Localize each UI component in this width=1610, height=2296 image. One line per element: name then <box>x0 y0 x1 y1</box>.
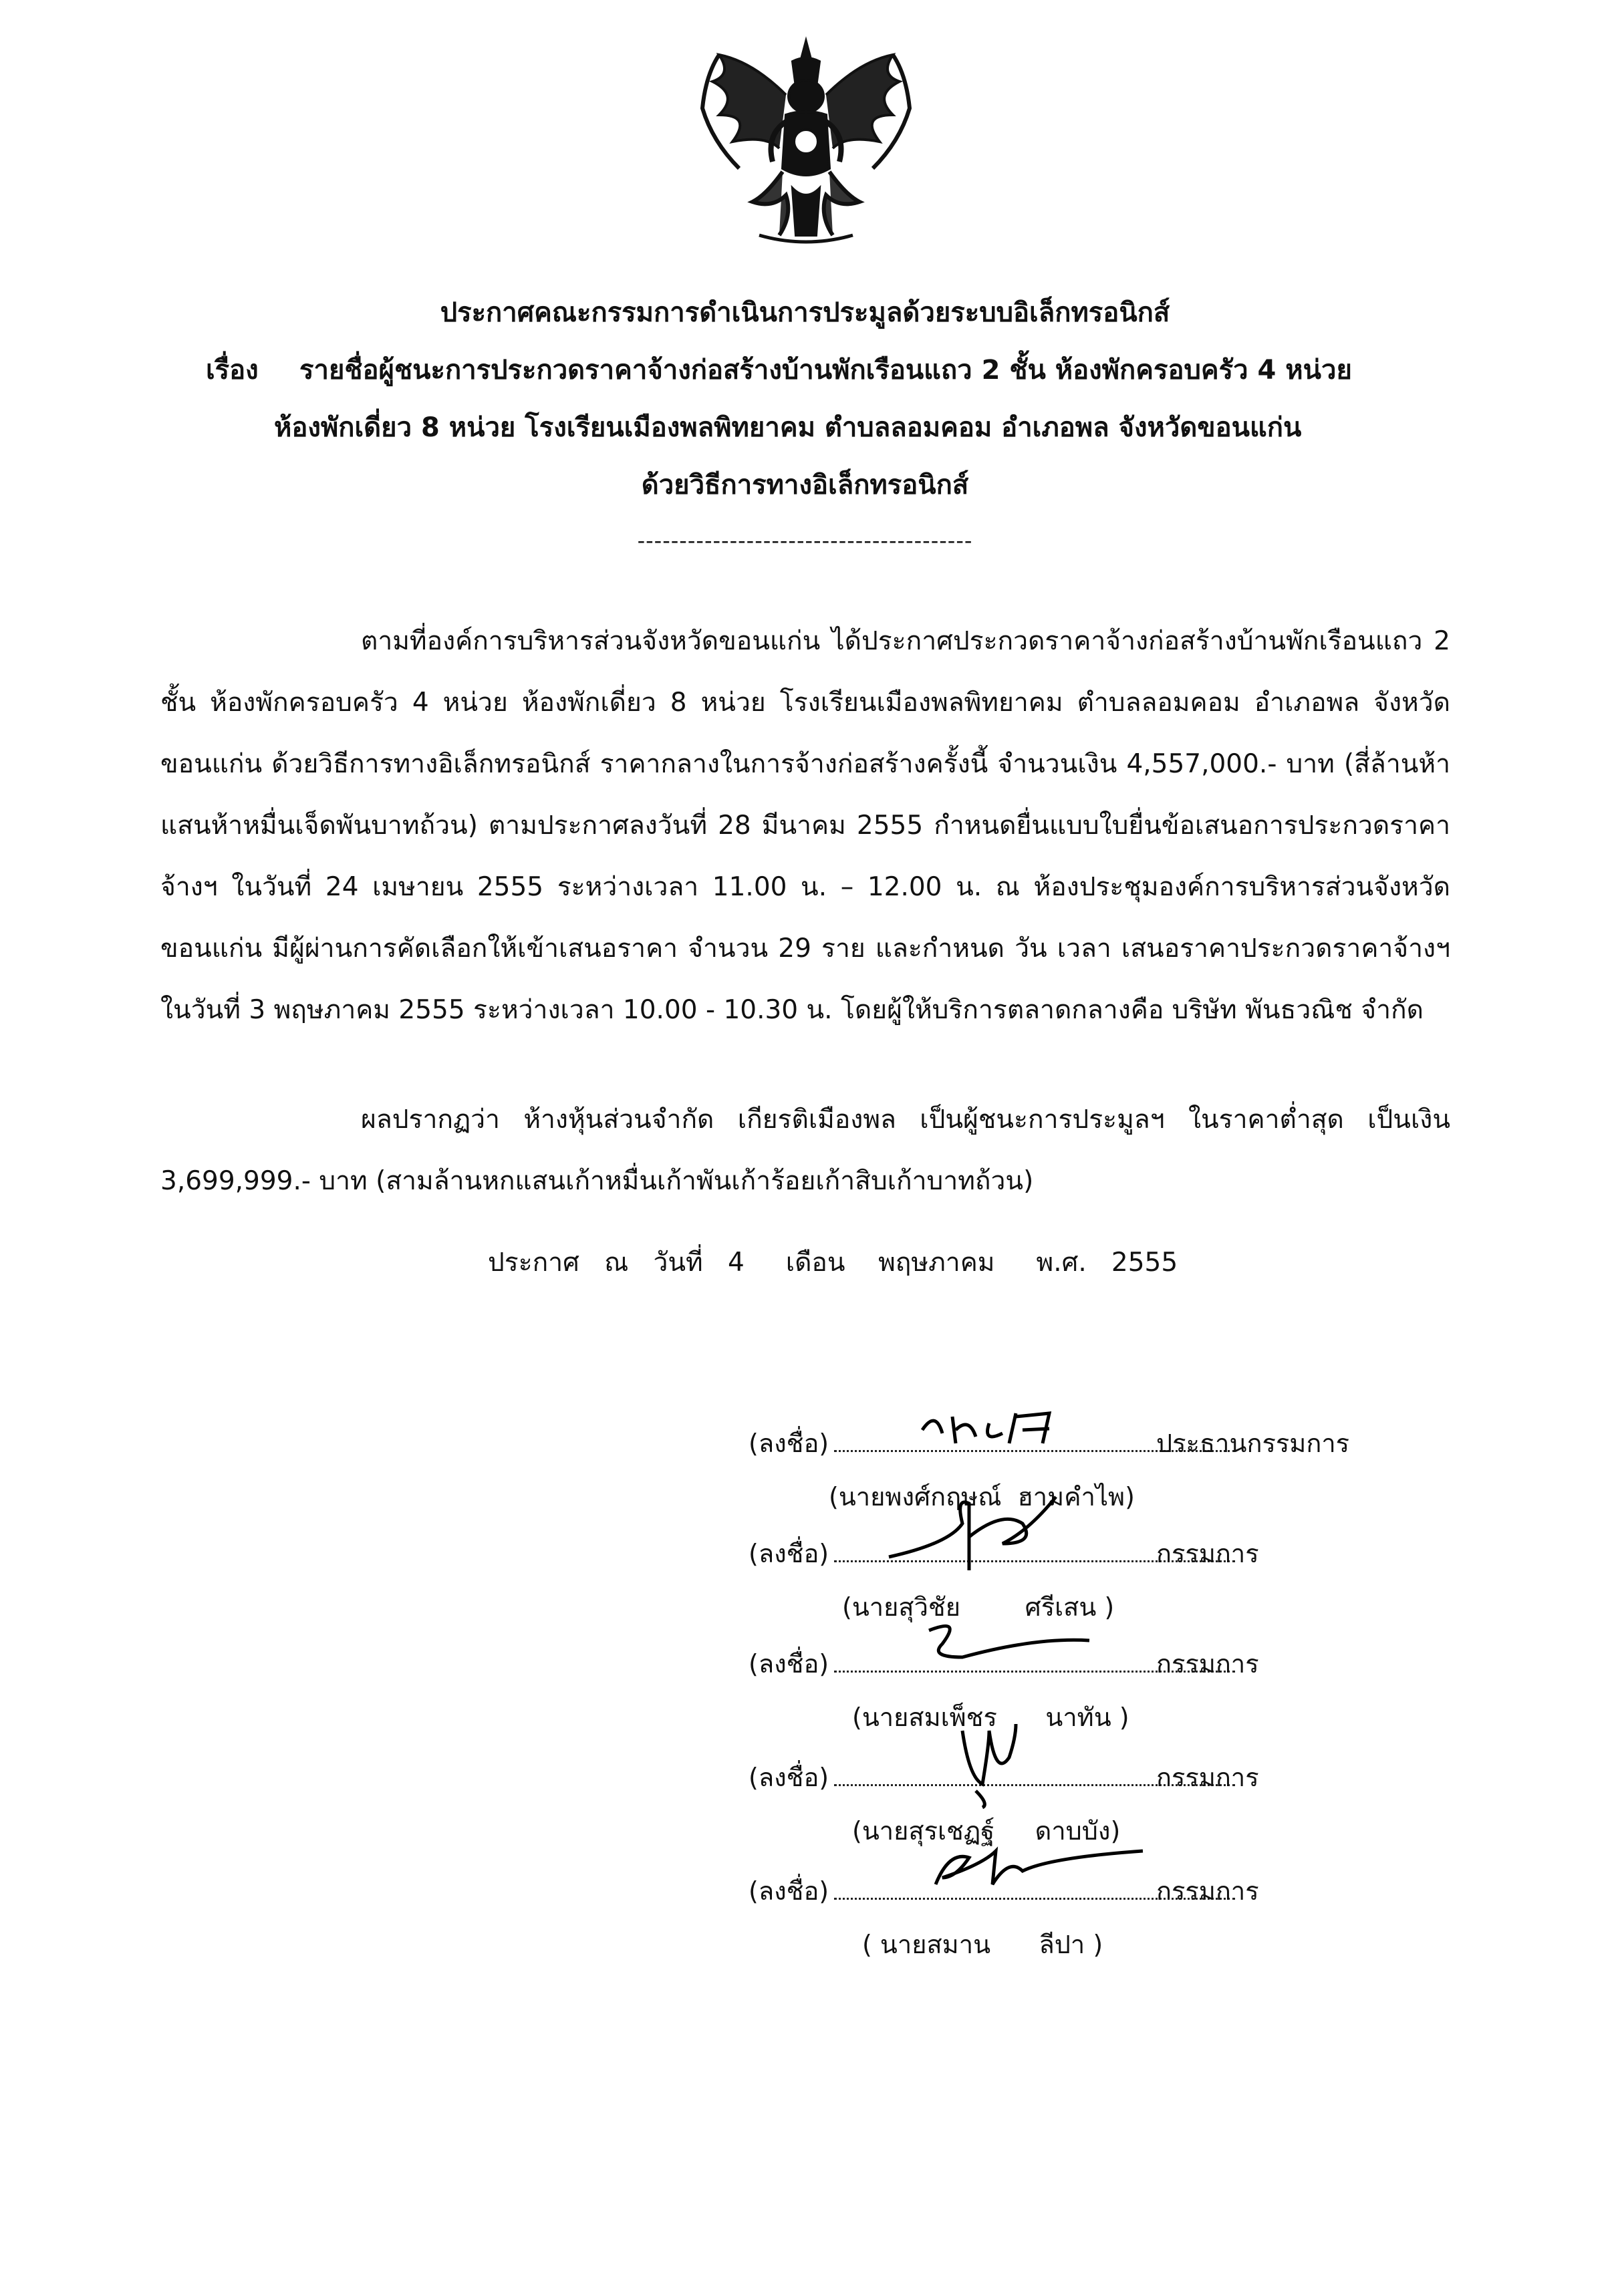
signature-prefix: (ลงชื่อ) <box>749 1876 829 1906</box>
header-divider: ---------------------------------------- <box>637 528 973 553</box>
handwritten-signature-2 <box>869 1483 1069 1590</box>
body-paragraph-1: ตามที่องค์การบริหารส่วนจังหวัดขอนแก่น ได้ประกาศประกวดราคาจ้างก่อสร้างบ้านพักเรือนแถว 2 ชั้น ห้องพักครอบครัว 4 หน่วย ห้องพักเดี่ยว 8 หน่วย โรงเรียนเมืองพลพิทยาคม ตำบลลอมคอม อำเภอพล จังหวัดขอนแก่น ด้วยวิธีการทางอิเล็กทรอนิกส์ ราคากลางในการจ้างก่อสร้างครั้งนี้ จำนวนเงิน 4,557,000.- บาท (สี่ล้านห้าแสนห้าหมื่นเจ็ดพันบาทถ้วน) ตามประกาศลงวันที่ 28 มีนาคม 2555 กำหนดยื่นแบบใบยื่นข้อเสนอการประกวดราคาจ้างฯ ในวันที่ 24 เมษายน 2555 ระหว่างเวลา 11.00 น. – 12.00 น. ณ ห้องประชุมองค์การบริหารส่วนจังหวัดขอนแก่น มีผู้ผ่านการคัดเลือกให้เข้าเสนอราคา จำนวน 29 ราย และกำหนด วัน เวลา เสนอราคาประกวดราคาจ้างฯ ในวันที่ 3 พฤษภาคม 2555 ระหว่างเวลา 10.00 - 10.30 น. โดยผู้ให้บริการตลาดกลางคือ บริษัท พันธวณิช จำกัด <box>160 626 1450 1025</box>
subject-line-2: ห้องพักเดี่ยว 8 หน่วย โรงเรียนเมืองพลพิทยาคม ตำบลลอมคอม อำเภอพล จังหวัดขอนแก่น <box>274 412 1302 443</box>
handwritten-signature-1 <box>916 1403 1076 1457</box>
signer-name-1: (นายพงศ์กฤษณ์ ฮามคำไพ) <box>829 1482 1135 1512</box>
handwritten-signature-5 <box>916 1838 1156 1904</box>
announcement-date: ประกาศ ณ วันที่ 4 เดือน พฤษภาคม พ.ศ. 2555 <box>488 1248 1178 1278</box>
signature-line-chairman <box>749 1423 1417 1463</box>
body-paragraph-2: ผลปรากฏว่า ห้างหุ้นส่วนจำกัด เกียรติเมืองพล เป็นผู้ชนะการประมูลฯ ในราคาต่ำสุด เป็นเงิน 3,699,999.- บาท (สามล้านหกแสนเก้าหมื่นเก้าพันเก้าร้อยเก้าสิบเก้าบาทถ้วน) <box>160 1105 1450 1196</box>
handwriting-lettering: Ab.ศล <box>916 1403 918 1404</box>
signature-role: กรรมการ <box>1156 1539 1259 1568</box>
signature-role: ประธานกรรมการ <box>1156 1429 1350 1458</box>
signer-name-3: (นายสมเพ็ชร นาทัน ) <box>852 1703 1129 1732</box>
announcement-title: ประกาศคณะกรรมการดำเนินการประมูลด้วยระบบอิเล็กทรอนิกส์ <box>440 297 1170 328</box>
signature-role: กรรมการ <box>1156 1649 1259 1679</box>
signature-prefix: (ลงชื่อ) <box>749 1763 829 1792</box>
signature-prefix: (ลงชื่อ) <box>749 1649 829 1679</box>
signature-line-member-1 <box>749 1534 1417 1574</box>
signer-name-4: (นายสุรเชฏฐ์ ดาบบัง) <box>852 1816 1121 1846</box>
handwritten-signature-3 <box>902 1610 1103 1677</box>
signature-role: กรรมการ <box>1156 1876 1259 1906</box>
signature-prefix: (ลงชื่อ) <box>749 1429 829 1458</box>
signature-line-member-3 <box>749 1757 1417 1798</box>
signer-name-5: ( นายสมาน ลีปา ) <box>862 1930 1103 1959</box>
signer-name-2: (นายสุวิชัย ศรีเสน ) <box>842 1592 1115 1622</box>
subject-label: เรื่อง <box>206 355 259 386</box>
subject-text-1: รายชื่อผู้ชนะการประกวดราคาจ้างก่อสร้างบ้านพักเรือนแถว 2 ชั้น ห้องพักครอบครัว 4 หน่วย <box>299 355 1352 386</box>
handwritten-signature-4 <box>949 1717 1029 1811</box>
signature-prefix: (ลงชื่อ) <box>749 1539 829 1568</box>
signature-role: กรรมการ <box>1156 1763 1259 1792</box>
garuda-emblem-icon <box>692 35 920 255</box>
subject-line-1 <box>206 351 1409 389</box>
subject-line-3: ด้วยวิธีการทางอิเล็กทรอนิกส์ <box>641 470 969 500</box>
